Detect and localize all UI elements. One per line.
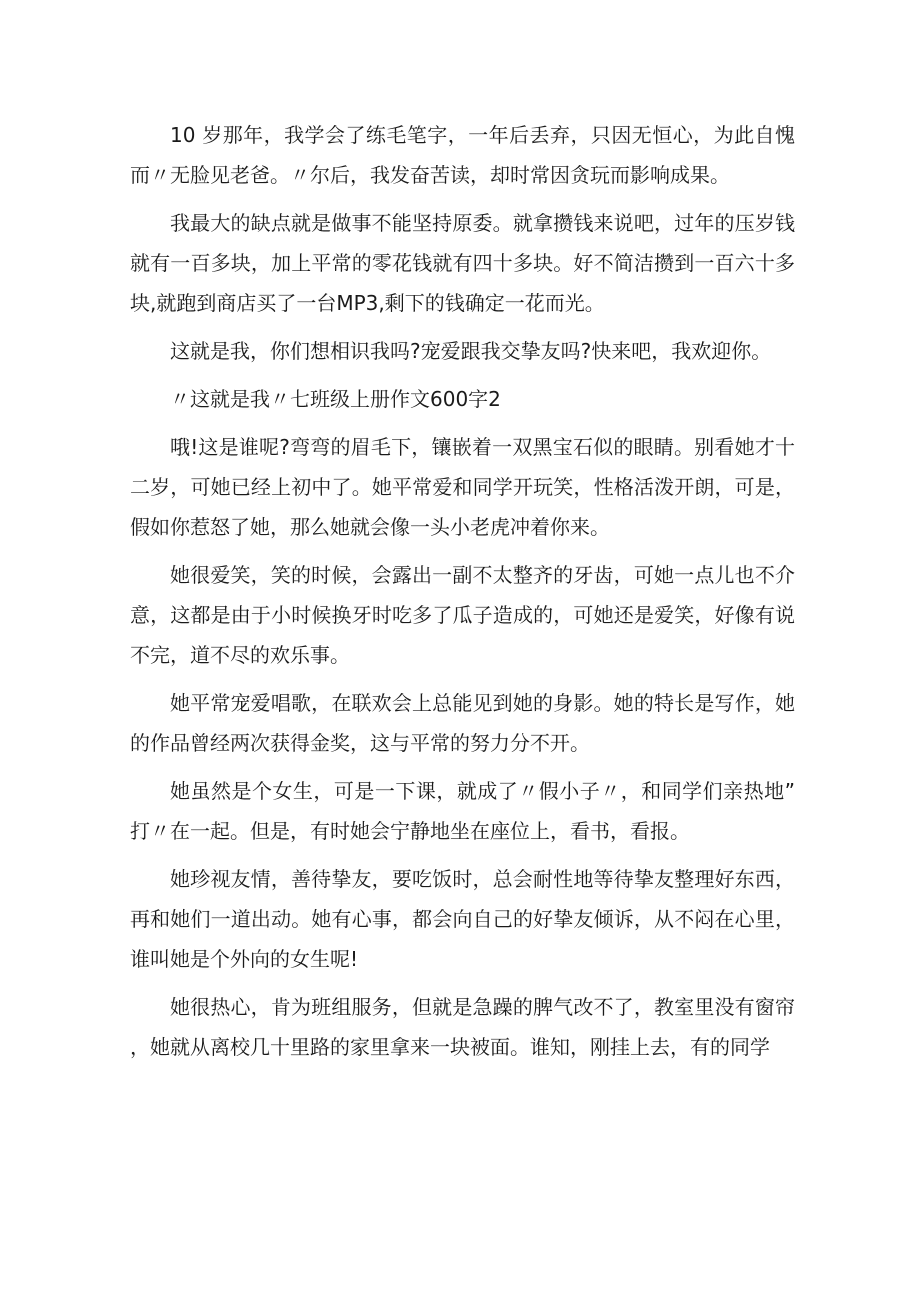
paragraph-9: 她珍视友情，善待挚友，要吃饭时，总会耐性地等待挚友整理好东西，再和她们一道出动。她有心事，都会向自己的好挚友倾诉，从不闷在心里，谁叫她是个外向的女生呢! [130,867,795,971]
paragraph-10: 她很热心，肯为班组服务，但就是急躁的脾气改不了，教室里没有窗帘，她就从离校几十里路的家里拿来一块被面。谁知，刚挂上去，有的同学 [130,995,795,1059]
paragraph-7: 她平常宠爱唱歌，在联欢会上总能见到她的身影。她的特长是写作，她的作品曾经两次获得金奖，这与平常的努力分不开。 [130,691,795,755]
paragraph-8: 她虽然是个女生，可是一下课，就成了〃假小子〃，和同学们亲热地”打〃在一起。但是，有时她会宁静地坐在座位上，看书，看报。 [130,779,795,843]
paragraph-5: 哦!这是谁呢?弯弯的眉毛下，镶嵌着一双黑宝石似的眼睛。别看她才十二岁，可她已经上初中了。她平常爱和同学开玩笑，性格活泼开朗，可是，假如你惹怒了她，那么她就会像一头小老虎冲着你来。 [130,435,795,539]
section-heading: 〃这就是我〃七班级上册作文600字2 [170,387,501,411]
paragraph-2: 我最大的缺点就是做事不能坚持原委。就拿攒钱来说吧，过年的压岁钱就有一百多块，加上平常的零花钱就有四十多块。好不简洁攒到一百六十多块,就跑到商店买了一台MP3,剩下的钱确定一花而光。 [130,211,795,315]
document-body [130,115,795,1075]
paragraph-3: 这就是我，你们想相识我吗?宠爱跟我交挚友吗?快来吧，我欢迎你。 [170,339,772,363]
paragraph-6: 她很爱笑，笑的时候，会露出一副不太整齐的牙齿，可她一点儿也不介意，这都是由于小时候换牙时吃多了瓜子造成的，可她还是爱笑，好像有说不完，道不尽的欢乐事。 [130,563,795,667]
paragraph-1: 10 岁那年，我学会了练毛笔字，一年后丢弃，只因无恒心，为此自愧而〃无脸见老爸。〃尔后，我发奋苦读，却时常因贪玩而影响成果。 [130,123,795,187]
